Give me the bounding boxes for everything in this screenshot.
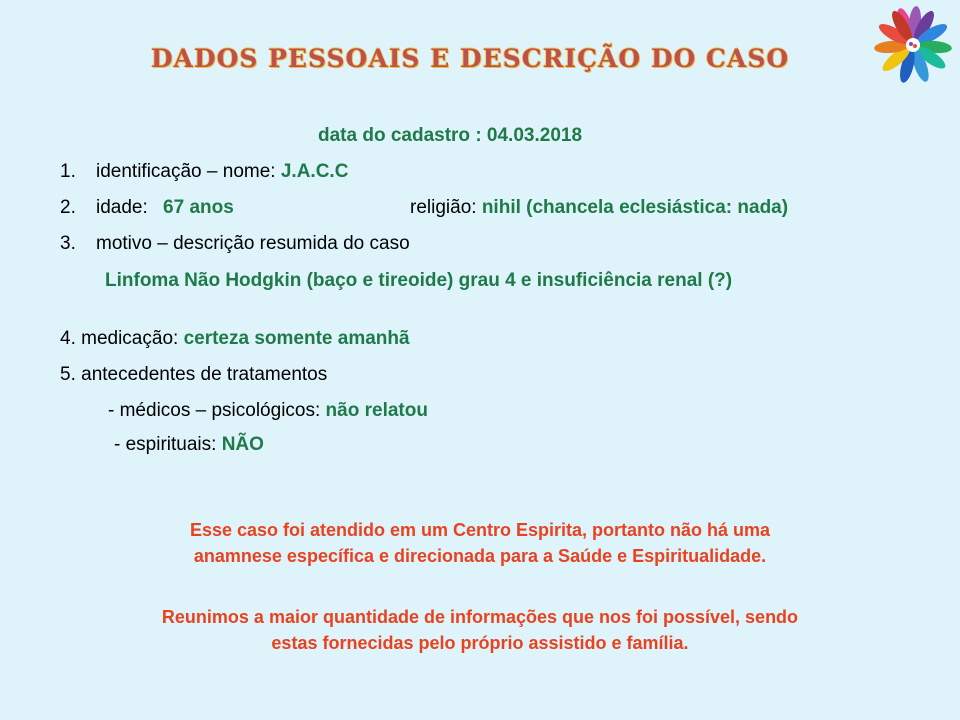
colorful-petal-flower-icon (872, 4, 954, 86)
list-number: 3. (60, 233, 76, 254)
notice-paragraph-2 (0, 604, 960, 656)
list-number: 1. (60, 161, 76, 182)
medication (60, 328, 410, 350)
motive-label: motivo – descrição resumida do caso (96, 233, 410, 254)
registration-date (318, 125, 582, 147)
medication-value: certeza somente amanhã (183, 328, 410, 349)
spiritual-history (114, 434, 264, 456)
list-item-motive (60, 233, 410, 255)
identification-label: identificação – nome: (96, 161, 281, 182)
age-value: 67 anos (163, 197, 234, 218)
notice-line: anamnese específica e direcionada para a Saúde e Espiritualidade. (193, 546, 767, 566)
spiritual-history-label: - espirituais: (114, 434, 222, 455)
list-item-identification (60, 161, 348, 183)
page-title: DADOS PESSOAIS E DESCRIÇÃO DO CASO (150, 44, 790, 73)
age-label: idade: (96, 197, 154, 218)
religion (410, 197, 788, 219)
medical-history-label: - médicos – psicológicos: (108, 400, 326, 421)
treatment-history-label: 5. antecedentes de tratamentos (60, 364, 328, 385)
notice-line: estas fornecidas pelo próprio assistido e família. (271, 633, 689, 653)
list-item-age-religion (60, 197, 234, 219)
notice-line: Esse caso foi atendido em um Centro Espirita, portanto não há uma (189, 520, 771, 540)
medication-label: 4. medicação: (60, 328, 184, 349)
spiritual-history-value: NÃO (221, 434, 264, 455)
religion-value: nihil (chancela eclesiástica: nada) (481, 197, 789, 218)
identification-value: J.A.C.C (280, 161, 349, 182)
registration-value: 04.03.2018 (486, 125, 583, 146)
case-description: Linfoma Não Hodgkin (baço e tireoide) grau 4 e insuficiência renal (?) (105, 270, 733, 291)
religion-label: religião: (410, 197, 482, 218)
notice-paragraph-1 (0, 517, 960, 569)
medical-history (108, 400, 428, 422)
notice-line: Reunimos a maior quantidade de informações que nos foi possível, sendo (161, 607, 799, 627)
registration-label: data do cadastro : (318, 125, 487, 146)
list-number: 2. (60, 197, 76, 218)
medical-history-value: não relatou (325, 400, 428, 421)
